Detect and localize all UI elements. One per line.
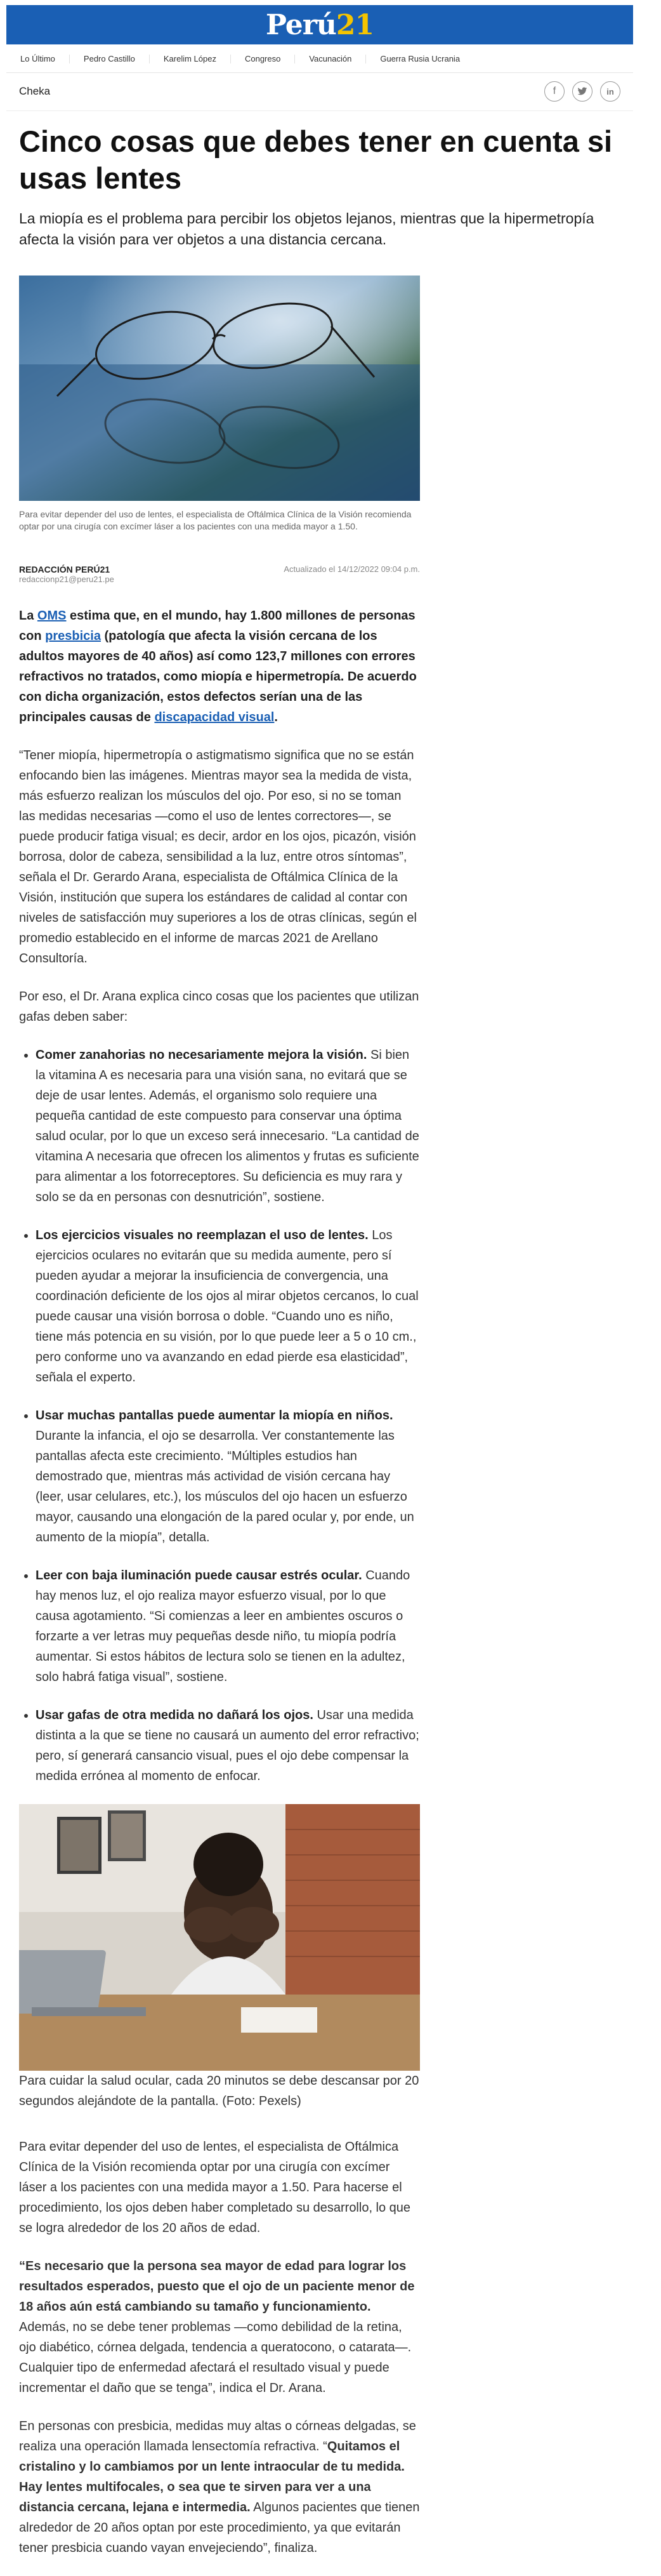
facebook-icon[interactable]: f [544,81,565,102]
surgery-paragraph: Para evitar depender del uso de lentes, el especialista de Oftálmica Clínica de la Visión recomienda optar por una cirugía con excímer láser a los pacientes con una medida mayor a 1.50. Para hacerse el procedimiento, los ojos deben haber completado su desarrollo, lo que se logra alrededor de los 20 años de edad. [19,2140,411,2235]
article-body [19,606,420,2558]
nav-item-congreso[interactable]: Congreso [231,55,295,63]
list-item [36,1405,420,1548]
article-title: Cinco cosas que debes tener en cuenta si usas lentes [19,124,613,195]
intro-paragraph [19,606,420,727]
tip-heading: Usar gafas de otra medida no dañará los ojos. [36,1708,313,1722]
tip-heading: Leer con baja iluminación puede causar estrés ocular. [36,1569,362,1583]
list-intro-paragraph: Por eso, el Dr. Arana explica cinco cosas que los pacientes que utilizan gafas deben saber: [19,990,419,1024]
lensectomy-paragraph [19,2416,420,2558]
text-span: En personas con presbicia, medidas muy altas o córneas delgadas, se realiza una operación llamada lensectomía refractiva. “ [19,2419,416,2453]
tip-text: Usar una medida distinta a la que se tiene no causará un aumento del error refractivo; pero, sí generará cansancio visual, pues el ojo debe compensar la medida errónea al momento de enfocar. [36,1708,419,1783]
updated-date: Actualizado el 14/12/2022 09:04 p.m. [284,564,420,574]
tip-heading: Los ejercicios visuales no reemplazan el uso de lentes. [36,1228,369,1242]
twitter-bird-glyph [577,87,587,96]
logo-number: 21 [336,8,374,41]
requirements-paragraph [19,2256,420,2398]
tip-text: Cuando hay menos luz, el ojo realiza mayor esfuerzo visual, por lo que causa agotamiento. “Si comienzas a leer en ambientes oscuros o forzarte a ver letras muy pequeñas desde niño, tu miopía podría aumentar. Si estos hábitos de lectura solo se tienen en la adultez, solo habrá fatiga visual”, sostiene. [36,1569,410,1684]
nav-item-guerra-rusia-ucrania[interactable]: Guerra Rusia Ucrania [380,54,461,63]
nav-item-pedro-castillo[interactable]: Pedro Castillo [70,55,150,63]
main-figure [19,276,420,533]
article [19,110,615,2576]
share-buttons [544,81,633,102]
list-item [36,1225,420,1388]
quote-bold: Quitamos el cristalino y lo cambiamos por un lente intraocular de tu medida. Hay lentes multifocales, o sea que te sirven para ver a una distancia cercana, lejana e intermedia. [19,2440,405,2514]
oms-link[interactable]: OMS [37,609,67,623]
section-label[interactable]: Cheka [19,85,51,97]
presbicia-link[interactable]: presbicia [45,629,101,643]
list-item [36,1045,420,1207]
site-logo[interactable] [266,9,374,41]
section-bar [6,72,633,111]
tip-heading: Comer zanahorias no necesariamente mejora la visión. [36,1048,367,1062]
linkedin-icon[interactable]: in [600,81,620,102]
article-meta [19,564,420,584]
tip-text: Si bien la vitamina A es necesaria para una visión sana, no evitará que se deje de usar lentes. Además, el organismo solo requiere una pequeña cantidad de este compuesto para conservar una óptima salud ocular, por lo que un exceso será innecesario. “La cantidad de vitamina A necesaria que ofrecen los alimentos y frutas es suficiente para alimentar a los fotorreceptores. Su deficiencia es muy rara y solo se da en personas con desnutrición”, sostiene. [36,1048,419,1204]
main-nav [6,46,633,73]
site-header [6,5,633,44]
text-span: La [19,609,37,623]
nav-item-karelim-lopez[interactable]: Karelim López [150,55,231,63]
glasses-photo[interactable] [19,276,420,501]
photo-caption: Para cuidar la salud ocular, cada 20 minutos se debe descansar por 20 segundos alejándote de la pantalla. (Foto: Pexels) [19,2074,419,2108]
twitter-icon[interactable] [572,81,592,102]
tip-heading: Usar muchas pantallas puede aumentar la miopía en niños. [36,1409,393,1423]
photo-caption: Para evitar depender del uso de lentes, el especialista de Oftálmica Clínica de la Visión recomienda optar por una cirugía con excímer láser a los pacientes con una medida mayor a 1.50. [19,509,412,531]
quote-paragraph: “Tener miopía, hipermetropía o astigmatismo significa que no se están enfocando bien las imágenes. Mientras mayor sea la medida de vista, más esfuerzo realizan los músculos del ojo. Por eso, si no se toman las medidas necesarias —como el uso de lentes correctores—, se puede producir fatiga visual; es decir, ardor en los ojos, picazón, visión borrosa, dolor de cabeza, sensibilidad a la luz, entre otros síntomas”, señala el Dr. Gerardo Arana, especialista de Oftálmica Clínica de la Visión, institución que supera los estándares de calidad al contar con niveles de satisfacción muy superiores a los de otras clínicas, según el promedio establecido en el informe de marcas 2021 de Arellano Consultoría. [19,748,417,966]
discapacidad-visual-link[interactable]: discapacidad visual [154,710,275,724]
article-lead: La miopía es el problema para percibir los objetos lejanos, mientras que la hipermetropía afecta la visión para ver objetos a una distancia cercana. [19,210,594,248]
author-email[interactable]: redaccionp21@peru21.pe [19,574,114,584]
text-span: Además, no se debe tener problemas —como debilidad de la retina, ojo diabético, córnea delgada, tendencia a queratocono, o catarata—. Cualquier tipo de enfermedad afectará el resultado visual y puede incrementar el daño que se tenga”, indica el Dr. Arana. [19,2320,412,2395]
text-span: estima que, en el mundo, hay 1.800 millones de personas con [19,609,416,643]
nav-item-lo-ultimo[interactable]: Lo Último [6,55,70,63]
author-name[interactable]: REDACCIÓN PERÚ21 [19,564,110,574]
text-span: (patología que afecta la visión cercana de los adultos mayores de 40 años) así como 123,7 millones con errores refractivos no tratados, como miopía e hipermetropía. De acuerdo con dicha organización, estos defectos serían una de las principales causas de [19,629,417,724]
byline [19,564,114,584]
list-item [36,1565,420,1687]
tip-text: Los ejercicios oculares no evitarán que su medida aumente, pero sí pueden ayudar a mejorar la insuficiencia de convergencia, una coordinación deficiente de los ojos al mirar objetos cercanos, lo cual puede causar una visión borrosa o doble. “Cuando uno es niño, tiene más potencia en su visión, por lo que puede leer a 5 o 10 cm., pero conforme uno va avanzando en edad pierde esa elasticidad”, señala el experto. [36,1228,419,1384]
text-span: Algunos pacientes que tienen alrededor de 20 años optan por este procedimiento, ya que evitarán tener presbicia cuando vayan envejeciendo”, finaliza. [19,2500,420,2555]
logo-text: Perú [265,8,336,41]
man-at-laptop-photo[interactable] [19,1804,420,2071]
tips-list [19,1045,420,1786]
tip-text: Durante la infancia, el ojo se desarrolla. Ver constantemente las pantallas afecta este crecimiento. “Múltiples estudios han demostrado que, mientras más actividad de visión cercana hay (leer, usar celulares, etc.), los músculos del ojo hacen un esfuerzo mayor, causando una elongación de la pared ocular y, por ende, un aumento de la miopía”, detalla. [36,1429,414,1544]
quote-bold: “Es necesario que la persona sea mayor de edad para lograr los resultados esperados, puesto que el ojo de un paciente menor de 18 años aún está cambiando su tamaño y funcionamiento. [19,2259,415,2314]
text-span: . [274,710,278,724]
list-item [36,1705,420,1786]
nav-item-vacunacion[interactable]: Vacunación [295,55,366,63]
